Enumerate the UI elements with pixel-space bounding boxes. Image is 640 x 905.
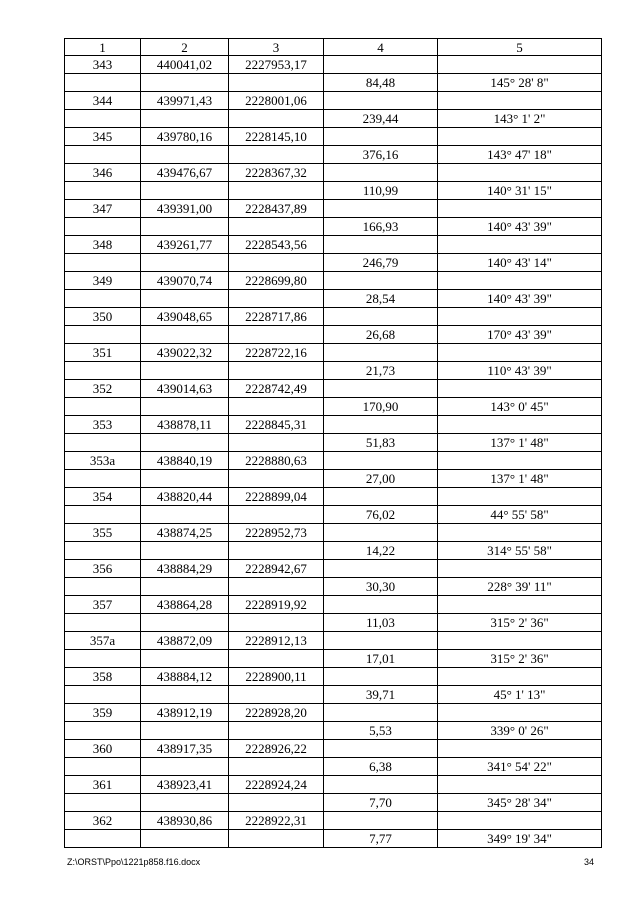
point-number-cell xyxy=(65,794,141,812)
y-coordinate-cell: 2228919,92 xyxy=(229,596,324,614)
point-number-cell xyxy=(65,686,141,704)
bearing-cell: 140° 43' 39" xyxy=(438,218,602,236)
table-row-point xyxy=(65,56,602,74)
bearing-cell xyxy=(438,308,602,326)
bearing-cell xyxy=(438,452,602,470)
distance-cell xyxy=(324,416,438,434)
bearing-cell: 110° 43' 39" xyxy=(438,362,602,380)
x-coordinate-cell xyxy=(141,254,229,272)
point-number-cell xyxy=(65,74,141,92)
point-number-cell: 346 xyxy=(65,164,141,182)
x-coordinate-cell xyxy=(141,110,229,128)
bearing-cell: 315° 2' 36" xyxy=(438,650,602,668)
table-row-segment xyxy=(65,398,602,416)
bearing-cell xyxy=(438,524,602,542)
y-coordinate-cell xyxy=(229,758,324,776)
x-coordinate-cell: 438884,12 xyxy=(141,668,229,686)
x-coordinate-cell xyxy=(141,218,229,236)
point-number-cell xyxy=(65,398,141,416)
x-coordinate-cell: 438923,41 xyxy=(141,776,229,794)
page-number: 34 xyxy=(583,857,594,867)
distance-cell xyxy=(324,308,438,326)
x-coordinate-cell: 438874,25 xyxy=(141,524,229,542)
distance-cell: 7,77 xyxy=(324,830,438,848)
table-row-segment xyxy=(65,794,602,812)
column-header-3: 3 xyxy=(229,39,324,56)
distance-cell xyxy=(324,236,438,254)
point-number-cell xyxy=(65,218,141,236)
x-coordinate-cell: 439261,77 xyxy=(141,236,229,254)
bearing-cell xyxy=(438,416,602,434)
table-row-point xyxy=(65,128,602,146)
point-number-cell xyxy=(65,326,141,344)
table-row-segment xyxy=(65,326,602,344)
x-coordinate-cell: 439022,32 xyxy=(141,344,229,362)
distance-cell xyxy=(324,344,438,362)
y-coordinate-cell xyxy=(229,182,324,200)
bearing-cell xyxy=(438,200,602,218)
distance-cell: 39,71 xyxy=(324,686,438,704)
distance-cell xyxy=(324,668,438,686)
y-coordinate-cell xyxy=(229,398,324,416)
x-coordinate-cell xyxy=(141,182,229,200)
bearing-cell: 315° 2' 36" xyxy=(438,614,602,632)
bearing-cell xyxy=(438,380,602,398)
x-coordinate-cell xyxy=(141,578,229,596)
bearing-cell xyxy=(438,488,602,506)
point-number-cell xyxy=(65,578,141,596)
x-coordinate-cell xyxy=(141,398,229,416)
table-row-point xyxy=(65,380,602,398)
y-coordinate-cell xyxy=(229,146,324,164)
point-number-cell: 348 xyxy=(65,236,141,254)
table-row-point xyxy=(65,560,602,578)
point-number-cell: 350 xyxy=(65,308,141,326)
bearing-cell xyxy=(438,128,602,146)
bearing-cell: 228° 39' 11" xyxy=(438,578,602,596)
distance-cell xyxy=(324,632,438,650)
point-number-cell: 347 xyxy=(65,200,141,218)
x-coordinate-cell: 439048,65 xyxy=(141,308,229,326)
y-coordinate-cell: 2227953,17 xyxy=(229,56,324,74)
bearing-cell xyxy=(438,668,602,686)
x-coordinate-cell xyxy=(141,830,229,848)
bearing-cell: 143° 1' 2" xyxy=(438,110,602,128)
x-coordinate-cell: 438912,19 xyxy=(141,704,229,722)
footer-file-path: Z:\ORST\Ppo\1221p858.f16.docx xyxy=(67,857,201,867)
point-number-cell xyxy=(65,434,141,452)
distance-cell xyxy=(324,704,438,722)
distance-cell: 11,03 xyxy=(324,614,438,632)
distance-cell: 239,44 xyxy=(324,110,438,128)
distance-cell: 30,30 xyxy=(324,578,438,596)
point-number-cell: 351 xyxy=(65,344,141,362)
distance-cell xyxy=(324,452,438,470)
bearing-cell xyxy=(438,596,602,614)
table-row-point xyxy=(65,524,602,542)
point-number-cell xyxy=(65,362,141,380)
point-number-cell: 359 xyxy=(65,704,141,722)
table-row-point xyxy=(65,236,602,254)
x-coordinate-cell xyxy=(141,794,229,812)
bearing-cell xyxy=(438,164,602,182)
table-row-segment xyxy=(65,254,602,272)
bearing-cell: 44° 55' 58" xyxy=(438,506,602,524)
distance-cell xyxy=(324,596,438,614)
point-number-cell: 353a xyxy=(65,452,141,470)
y-coordinate-cell xyxy=(229,614,324,632)
bearing-cell: 45° 1' 13" xyxy=(438,686,602,704)
y-coordinate-cell: 2228912,13 xyxy=(229,632,324,650)
x-coordinate-cell xyxy=(141,290,229,308)
y-coordinate-cell xyxy=(229,110,324,128)
y-coordinate-cell: 2228922,31 xyxy=(229,812,324,830)
point-number-cell xyxy=(65,650,141,668)
coordinates-table xyxy=(64,38,602,848)
point-number-cell xyxy=(65,830,141,848)
distance-cell xyxy=(324,776,438,794)
distance-cell: 376,16 xyxy=(324,146,438,164)
distance-cell: 17,01 xyxy=(324,650,438,668)
bearing-cell xyxy=(438,812,602,830)
x-coordinate-cell: 439476,67 xyxy=(141,164,229,182)
y-coordinate-cell: 2228899,04 xyxy=(229,488,324,506)
distance-cell: 76,02 xyxy=(324,506,438,524)
table-row-segment xyxy=(65,506,602,524)
y-coordinate-cell: 2228900,11 xyxy=(229,668,324,686)
column-header-5: 5 xyxy=(438,39,602,56)
y-coordinate-cell: 2228952,73 xyxy=(229,524,324,542)
point-number-cell: 356 xyxy=(65,560,141,578)
x-coordinate-cell xyxy=(141,146,229,164)
y-coordinate-cell: 2228722,16 xyxy=(229,344,324,362)
point-number-cell: 345 xyxy=(65,128,141,146)
table-row-segment xyxy=(65,542,602,560)
table-row-segment xyxy=(65,470,602,488)
bearing-cell xyxy=(438,344,602,362)
point-number-cell: 357a xyxy=(65,632,141,650)
column-header-2: 2 xyxy=(141,39,229,56)
bearing-cell: 341° 54' 22" xyxy=(438,758,602,776)
bearing-cell xyxy=(438,560,602,578)
x-coordinate-cell: 439971,43 xyxy=(141,92,229,110)
distance-cell xyxy=(324,740,438,758)
table-row-segment xyxy=(65,758,602,776)
x-coordinate-cell: 439780,16 xyxy=(141,128,229,146)
table-row-point xyxy=(65,452,602,470)
x-coordinate-cell: 438878,11 xyxy=(141,416,229,434)
bearing-cell: 349° 19' 34" xyxy=(438,830,602,848)
x-coordinate-cell: 438917,35 xyxy=(141,740,229,758)
y-coordinate-cell: 2228880,63 xyxy=(229,452,324,470)
point-number-cell xyxy=(65,542,141,560)
x-coordinate-cell: 438864,28 xyxy=(141,596,229,614)
distance-cell xyxy=(324,488,438,506)
x-coordinate-cell xyxy=(141,434,229,452)
table-row-segment xyxy=(65,686,602,704)
y-coordinate-cell: 2228742,49 xyxy=(229,380,324,398)
y-coordinate-cell xyxy=(229,722,324,740)
distance-cell: 170,90 xyxy=(324,398,438,416)
table-row-point xyxy=(65,344,602,362)
distance-cell xyxy=(324,200,438,218)
table-row-point xyxy=(65,776,602,794)
point-number-cell: 349 xyxy=(65,272,141,290)
point-number-cell: 355 xyxy=(65,524,141,542)
y-coordinate-cell: 2228924,24 xyxy=(229,776,324,794)
point-number-cell xyxy=(65,470,141,488)
y-coordinate-cell xyxy=(229,542,324,560)
bearing-cell: 137° 1' 48" xyxy=(438,434,602,452)
table-body xyxy=(65,56,602,848)
y-coordinate-cell xyxy=(229,578,324,596)
point-number-cell: 354 xyxy=(65,488,141,506)
bearing-cell xyxy=(438,740,602,758)
distance-cell xyxy=(324,812,438,830)
y-coordinate-cell: 2228942,67 xyxy=(229,560,324,578)
point-number-cell xyxy=(65,110,141,128)
table-row-point xyxy=(65,740,602,758)
x-coordinate-cell xyxy=(141,614,229,632)
point-number-cell xyxy=(65,146,141,164)
y-coordinate-cell xyxy=(229,650,324,668)
point-number-cell: 344 xyxy=(65,92,141,110)
bearing-cell: 170° 43' 39" xyxy=(438,326,602,344)
y-coordinate-cell xyxy=(229,362,324,380)
table-row-segment xyxy=(65,614,602,632)
distance-cell xyxy=(324,560,438,578)
table-row-point xyxy=(65,668,602,686)
table-row-segment xyxy=(65,182,602,200)
table-row-segment xyxy=(65,722,602,740)
y-coordinate-cell xyxy=(229,290,324,308)
point-number-cell: 352 xyxy=(65,380,141,398)
y-coordinate-cell xyxy=(229,74,324,92)
y-coordinate-cell: 2228699,80 xyxy=(229,272,324,290)
table-row-point xyxy=(65,92,602,110)
y-coordinate-cell: 2228145,10 xyxy=(229,128,324,146)
table-row-point xyxy=(65,488,602,506)
y-coordinate-cell: 2228367,32 xyxy=(229,164,324,182)
column-header-1: 1 xyxy=(65,39,141,56)
table-row-point xyxy=(65,812,602,830)
x-coordinate-cell xyxy=(141,362,229,380)
point-number-cell: 343 xyxy=(65,56,141,74)
table-row-segment xyxy=(65,146,602,164)
point-number-cell: 353 xyxy=(65,416,141,434)
y-coordinate-cell: 2228437,89 xyxy=(229,200,324,218)
y-coordinate-cell xyxy=(229,830,324,848)
point-number-cell: 362 xyxy=(65,812,141,830)
point-number-cell: 361 xyxy=(65,776,141,794)
x-coordinate-cell xyxy=(141,722,229,740)
table-header-row xyxy=(65,39,602,56)
distance-cell xyxy=(324,56,438,74)
distance-cell: 6,38 xyxy=(324,758,438,776)
bearing-cell: 339° 0' 26" xyxy=(438,722,602,740)
x-coordinate-cell: 439070,74 xyxy=(141,272,229,290)
table-row-point xyxy=(65,704,602,722)
y-coordinate-cell: 2228928,20 xyxy=(229,704,324,722)
x-coordinate-cell xyxy=(141,758,229,776)
distance-cell xyxy=(324,92,438,110)
table-row-segment xyxy=(65,830,602,848)
x-coordinate-cell xyxy=(141,542,229,560)
y-coordinate-cell xyxy=(229,506,324,524)
y-coordinate-cell: 2228845,31 xyxy=(229,416,324,434)
column-header-4: 4 xyxy=(324,39,438,56)
x-coordinate-cell: 438930,86 xyxy=(141,812,229,830)
x-coordinate-cell xyxy=(141,326,229,344)
x-coordinate-cell xyxy=(141,470,229,488)
table-row-segment xyxy=(65,110,602,128)
x-coordinate-cell: 439391,00 xyxy=(141,200,229,218)
x-coordinate-cell: 438872,09 xyxy=(141,632,229,650)
table-row-segment xyxy=(65,74,602,92)
point-number-cell: 360 xyxy=(65,740,141,758)
bearing-cell: 140° 43' 39" xyxy=(438,290,602,308)
bearing-cell: 145° 28' 8" xyxy=(438,74,602,92)
distance-cell: 84,48 xyxy=(324,74,438,92)
table-row-point xyxy=(65,200,602,218)
bearing-cell xyxy=(438,272,602,290)
bearing-cell: 137° 1' 48" xyxy=(438,470,602,488)
point-number-cell xyxy=(65,758,141,776)
x-coordinate-cell xyxy=(141,506,229,524)
distance-cell: 246,79 xyxy=(324,254,438,272)
table-row-point xyxy=(65,416,602,434)
distance-cell: 51,83 xyxy=(324,434,438,452)
y-coordinate-cell: 2228001,06 xyxy=(229,92,324,110)
bearing-cell: 143° 0' 45" xyxy=(438,398,602,416)
distance-cell xyxy=(324,164,438,182)
y-coordinate-cell xyxy=(229,434,324,452)
table-row-segment xyxy=(65,434,602,452)
x-coordinate-cell: 438820,44 xyxy=(141,488,229,506)
distance-cell: 110,99 xyxy=(324,182,438,200)
y-coordinate-cell xyxy=(229,326,324,344)
distance-cell xyxy=(324,380,438,398)
point-number-cell xyxy=(65,722,141,740)
x-coordinate-cell: 438884,29 xyxy=(141,560,229,578)
point-number-cell xyxy=(65,614,141,632)
y-coordinate-cell xyxy=(229,218,324,236)
table-row-segment xyxy=(65,362,602,380)
table-row-point xyxy=(65,596,602,614)
point-number-cell xyxy=(65,290,141,308)
bearing-cell: 314° 55' 58" xyxy=(438,542,602,560)
y-coordinate-cell: 2228926,22 xyxy=(229,740,324,758)
bearing-cell xyxy=(438,236,602,254)
y-coordinate-cell: 2228543,56 xyxy=(229,236,324,254)
table-row-segment xyxy=(65,290,602,308)
point-number-cell xyxy=(65,182,141,200)
bearing-cell: 345° 28' 34" xyxy=(438,794,602,812)
x-coordinate-cell xyxy=(141,74,229,92)
distance-cell: 5,53 xyxy=(324,722,438,740)
point-number-cell xyxy=(65,506,141,524)
table-row-segment xyxy=(65,650,602,668)
distance-cell xyxy=(324,128,438,146)
bearing-cell xyxy=(438,776,602,794)
distance-cell: 21,73 xyxy=(324,362,438,380)
y-coordinate-cell: 2228717,86 xyxy=(229,308,324,326)
bearing-cell: 140° 43' 14" xyxy=(438,254,602,272)
table-row-point xyxy=(65,632,602,650)
bearing-cell xyxy=(438,704,602,722)
distance-cell: 14,22 xyxy=(324,542,438,560)
distance-cell: 166,93 xyxy=(324,218,438,236)
x-coordinate-cell: 440041,02 xyxy=(141,56,229,74)
table-row-segment xyxy=(65,218,602,236)
y-coordinate-cell xyxy=(229,254,324,272)
point-number-cell: 358 xyxy=(65,668,141,686)
distance-cell: 27,00 xyxy=(324,470,438,488)
distance-cell: 26,68 xyxy=(324,326,438,344)
x-coordinate-cell: 438840,19 xyxy=(141,452,229,470)
bearing-cell: 140° 31' 15" xyxy=(438,182,602,200)
y-coordinate-cell xyxy=(229,794,324,812)
distance-cell: 7,70 xyxy=(324,794,438,812)
table-row-point xyxy=(65,308,602,326)
bearing-cell xyxy=(438,56,602,74)
distance-cell xyxy=(324,524,438,542)
x-coordinate-cell xyxy=(141,686,229,704)
point-number-cell: 357 xyxy=(65,596,141,614)
distance-cell: 28,54 xyxy=(324,290,438,308)
y-coordinate-cell xyxy=(229,686,324,704)
x-coordinate-cell: 439014,63 xyxy=(141,380,229,398)
x-coordinate-cell xyxy=(141,650,229,668)
bearing-cell xyxy=(438,632,602,650)
point-number-cell xyxy=(65,254,141,272)
table-row-segment xyxy=(65,578,602,596)
bearing-cell xyxy=(438,92,602,110)
table-row-point xyxy=(65,272,602,290)
distance-cell xyxy=(324,272,438,290)
y-coordinate-cell xyxy=(229,470,324,488)
table-row-point xyxy=(65,164,602,182)
bearing-cell: 143° 47' 18" xyxy=(438,146,602,164)
